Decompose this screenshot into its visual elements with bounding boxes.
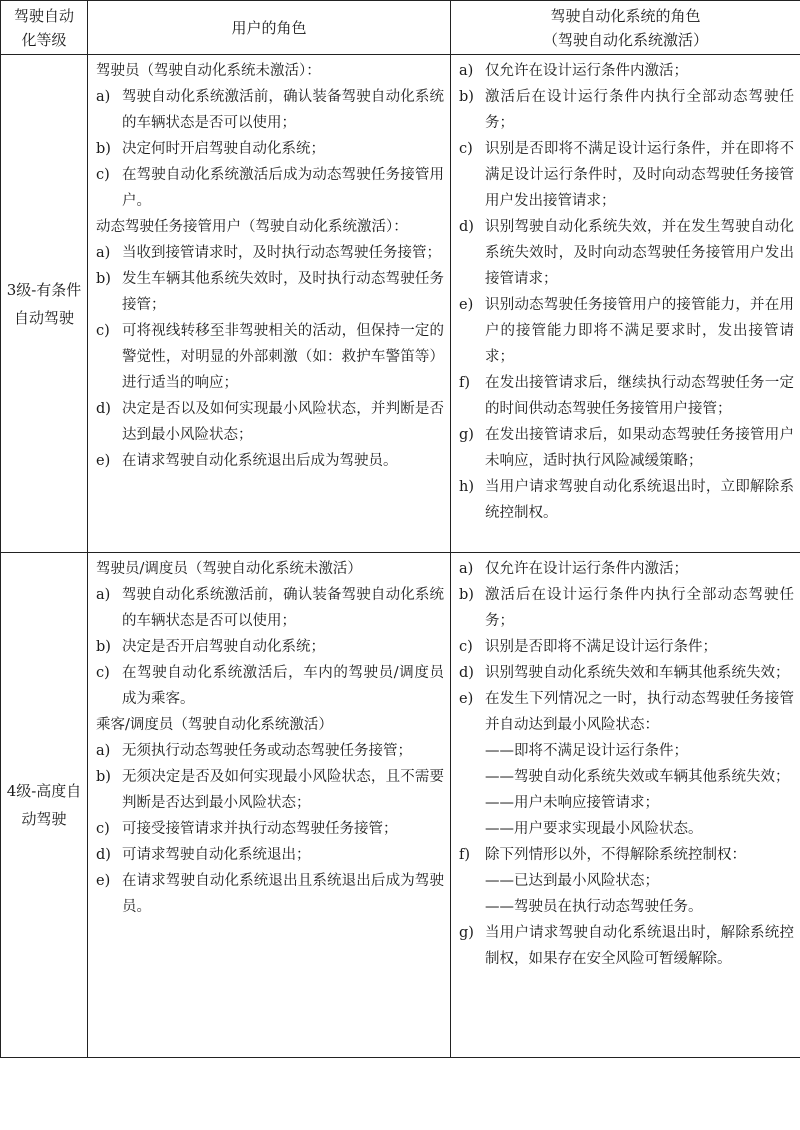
list-item	[459, 370, 794, 422]
list-item-marker: a)	[96, 89, 111, 105]
list-item-text: 在发出接管请求后，继续执行动态驾驶任务一定的时间供动态驾驶任务接管用户接管；	[485, 375, 794, 417]
user-role-cell	[88, 553, 451, 1058]
list-item-marker: a)	[96, 743, 111, 759]
dash-item: ——用户要求实现最小风险状态。	[485, 821, 703, 837]
list-item-marker: g)	[459, 427, 474, 443]
list-item	[459, 136, 794, 214]
list-item-text: 激活后在设计运行条件内执行全部动态驾驶任务；	[485, 89, 794, 131]
list-item	[459, 58, 794, 84]
list-item-marker: d)	[459, 219, 474, 235]
list-item-text: 当用户请求驾驶自动化系统退出时，解除系统控制权，如果存在安全风险可暂缓解除。	[485, 925, 794, 967]
list-item-text: 识别是否即将不满足设计运行条件，并在即将不满足设计运行条件时，及时向动态驾驶任务接管用户发出接管请求；	[485, 141, 794, 209]
list-item-marker: a)	[459, 63, 474, 79]
list-item	[96, 660, 444, 712]
list-item-text: 仅允许在设计运行条件内激活；	[485, 561, 688, 577]
list-item-marker: c)	[96, 665, 110, 681]
list-item-text: 在驾驶自动化系统激活后，车内的驾驶员/调度员成为乘客。	[122, 665, 444, 707]
list-item-text: 识别动态驾驶任务接管用户的接管能力，并在用户的接管能力即将不满足要求时，发出接管请求；	[485, 297, 794, 365]
header-system-line2: （驾驶自动化系统激活）	[542, 30, 708, 49]
level-cell: 3级-有条件自动驾驶	[1, 55, 88, 553]
list-item-marker: e)	[96, 873, 111, 889]
user-role-cell	[88, 55, 451, 553]
list-item	[459, 84, 794, 136]
list-item	[96, 84, 444, 136]
list-item-marker: f)	[459, 375, 471, 391]
list-item	[96, 162, 444, 214]
list-item	[459, 422, 794, 474]
list-item	[459, 842, 794, 868]
list-item-text: 当收到接管请求时，及时执行动态驾驶任务接管；	[122, 245, 441, 261]
section-title: 驾驶员（驾驶自动化系统未激活）：	[96, 63, 321, 79]
list-item-marker: d)	[96, 847, 111, 863]
list-item-marker: b)	[96, 639, 111, 655]
list-item-text: 在发生下列情况之一时，执行动态驾驶任务接管并自动达到最小风险状态：	[485, 691, 794, 733]
list-item-marker: c)	[459, 141, 473, 157]
list-item-marker: c)	[96, 821, 110, 837]
list-item	[459, 634, 794, 660]
list-item	[96, 582, 444, 634]
section-title: 乘客/调度员（驾驶自动化系统激活）	[96, 717, 333, 733]
list-item	[96, 266, 444, 318]
list-item	[96, 396, 444, 448]
list-item-marker: c)	[96, 323, 110, 339]
list-item-text: 当用户请求驾驶自动化系统退出时，立即解除系统控制权。	[485, 479, 794, 521]
list-item-text: 激活后在设计运行条件内执行全部动态驾驶任务；	[485, 587, 794, 629]
level-cell: 4级-高度自动驾驶	[1, 553, 88, 1058]
header-user-role: 用户的角色	[88, 1, 451, 55]
list-item	[96, 318, 444, 396]
list-item-marker: h)	[459, 479, 474, 495]
list-item	[96, 868, 444, 920]
list-item	[459, 474, 794, 526]
list-item	[96, 816, 444, 842]
list-item-marker: d)	[459, 665, 474, 681]
list-item-marker: b)	[459, 89, 474, 105]
header-system-role	[451, 1, 800, 55]
list-item-text: 除下列情形以外，不得解除系统控制权：	[485, 847, 746, 863]
list-item-text: 识别是否即将不满足设计运行条件；	[485, 639, 717, 655]
list-item-text: 在发出接管请求后，如果动态驾驶任务接管用户未响应，适时执行风险减缓策略；	[485, 427, 794, 469]
list-item-marker: f)	[459, 847, 471, 863]
list-item-text: 决定是否开启驾驶自动化系统；	[122, 639, 325, 655]
list-item	[459, 686, 794, 738]
list-item	[96, 136, 444, 162]
list-item-text: 决定何时开启驾驶自动化系统；	[122, 141, 325, 157]
list-item-text: 驾驶自动化系统激活前，确认装备驾驶自动化系统的车辆状态是否可以使用；	[122, 89, 444, 131]
system-role-cell	[451, 55, 800, 553]
list-item-text: 发生车辆其他系统失效时，及时执行动态驾驶任务接管；	[122, 271, 444, 313]
header-system-line1: 驾驶自动化系统的角色	[550, 6, 701, 25]
list-item-text: 决定是否以及如何实现最小风险状态，并判断是否达到最小风险状态；	[122, 401, 444, 443]
list-item-text: 在驾驶自动化系统激活后成为动态驾驶任务接管用户。	[122, 167, 444, 209]
list-item-marker: e)	[96, 453, 111, 469]
list-item	[96, 240, 444, 266]
list-item-text: 识别驾驶自动化系统失效和车辆其他系统失效；	[485, 665, 790, 681]
system-role-cell	[451, 553, 800, 1058]
list-item	[96, 448, 444, 474]
list-item-marker: c)	[96, 167, 110, 183]
list-item	[96, 764, 444, 816]
list-item-text: 无须执行动态驾驶任务或动态驾驶任务接管；	[122, 743, 412, 759]
list-item-marker: a)	[96, 245, 111, 261]
dash-item: ——驾驶自动化系统失效或车辆其他系统失效；	[485, 769, 790, 785]
list-item-marker: d)	[96, 401, 111, 417]
table-header-row	[1, 1, 800, 55]
list-item-marker: c)	[459, 639, 473, 655]
list-item-text: 在请求驾驶自动化系统退出后成为驾驶员。	[122, 453, 398, 469]
list-item	[459, 556, 794, 582]
list-item-text: 驾驶自动化系统激活前，确认装备驾驶自动化系统的车辆状态是否可以使用；	[122, 587, 444, 629]
list-item-marker: e)	[459, 691, 474, 707]
list-item-text: 识别驾驶自动化系统失效，并在发生驾驶自动化系统失效时，及时向动态驾驶任务接管用户发出接管请求；	[485, 219, 794, 287]
list-item-text: 可请求驾驶自动化系统退出；	[122, 847, 311, 863]
table-row	[1, 553, 800, 1058]
list-item-marker: a)	[459, 561, 474, 577]
list-item	[459, 292, 794, 370]
list-item-marker: a)	[96, 587, 111, 603]
list-item-text: 可接受接管请求并执行动态驾驶任务接管；	[122, 821, 398, 837]
list-item	[96, 634, 444, 660]
dash-item: ——用户未响应接管请求；	[485, 795, 659, 811]
list-item-marker: b)	[96, 769, 111, 785]
section-title: 驾驶员/调度员（驾驶自动化系统未激活）	[96, 561, 362, 577]
list-item	[96, 842, 444, 868]
list-item	[459, 582, 794, 634]
list-item	[459, 920, 794, 972]
list-item-text: 无须决定是否及如何实现最小风险状态，且不需要判断是否达到最小风险状态；	[122, 769, 444, 811]
list-item	[459, 214, 794, 292]
dash-item: ——驾驶员在执行动态驾驶任务。	[485, 899, 703, 915]
list-item-text: 在请求驾驶自动化系统退出且系统退出后成为驾驶员。	[122, 873, 444, 915]
list-item-marker: g)	[459, 925, 474, 941]
list-item-marker: b)	[459, 587, 474, 603]
list-item-marker: b)	[96, 141, 111, 157]
table-row	[1, 55, 800, 553]
list-item-marker: e)	[459, 297, 474, 313]
dash-item: ——已达到最小风险状态；	[485, 873, 659, 889]
section-title: 动态驾驶任务接管用户（驾驶自动化系统激活）：	[96, 219, 408, 235]
list-item-text: 仅允许在设计运行条件内激活；	[485, 63, 688, 79]
header-level: 驾驶自动化等级	[1, 1, 88, 55]
list-item-text: 可将视线转移至非驾驶相关的活动，但保持一定的警觉性，对明显的外部刺激（如：救护车警笛等）进行适当的响应；	[122, 323, 444, 391]
dash-item: ——即将不满足设计运行条件；	[485, 743, 688, 759]
list-item	[459, 660, 794, 686]
list-item	[96, 738, 444, 764]
list-item-marker: b)	[96, 271, 111, 287]
